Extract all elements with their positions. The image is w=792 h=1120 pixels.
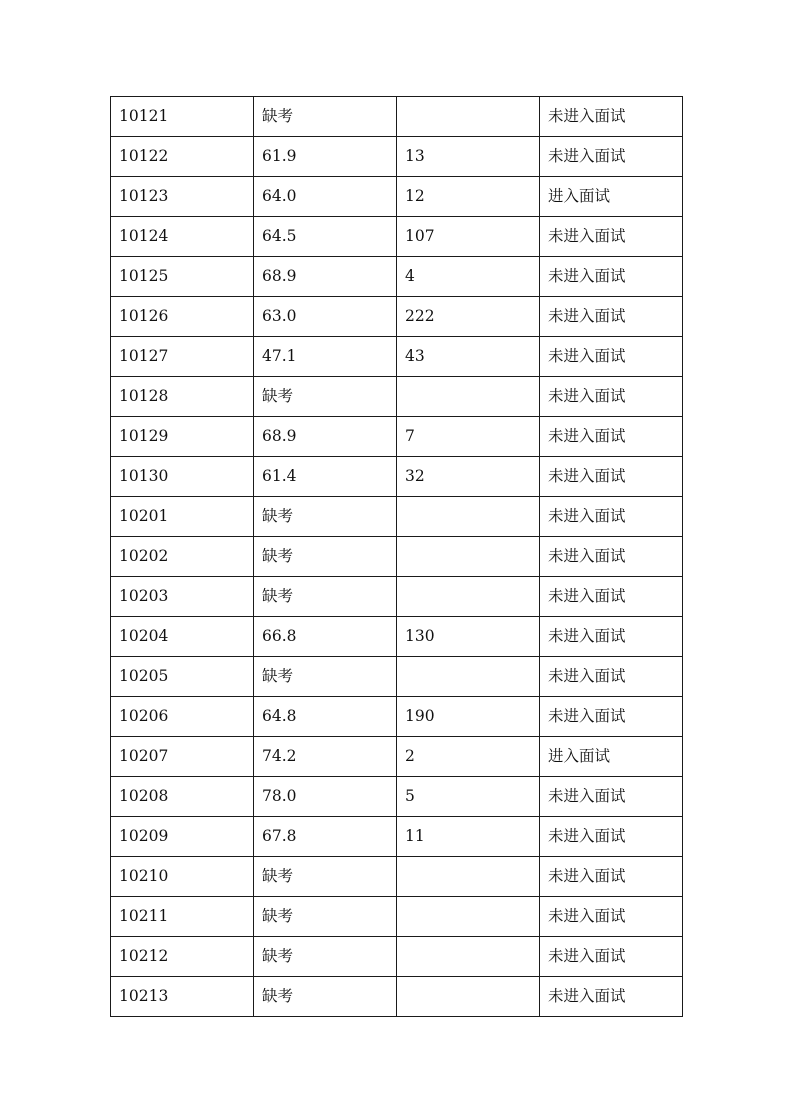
interview-result-cell: 未进入面试 <box>540 137 683 177</box>
interview-result-cell: 未进入面试 <box>540 377 683 417</box>
rank-cell: 11 <box>397 817 540 857</box>
score-cell: 66.8 <box>254 617 397 657</box>
interview-result-cell: 未进入面试 <box>540 697 683 737</box>
candidate-id-cell: 10209 <box>111 817 254 857</box>
table-row <box>111 857 683 897</box>
table-row <box>111 977 683 1017</box>
candidate-id-cell: 10206 <box>111 697 254 737</box>
interview-result-cell: 进入面试 <box>540 177 683 217</box>
score-cell: 缺考 <box>254 377 397 417</box>
candidate-id-cell: 10201 <box>111 497 254 537</box>
rank-cell <box>397 657 540 697</box>
interview-result-cell: 未进入面试 <box>540 657 683 697</box>
score-cell: 61.9 <box>254 137 397 177</box>
table-row <box>111 137 683 177</box>
interview-result-cell: 未进入面试 <box>540 617 683 657</box>
table-row <box>111 817 683 857</box>
interview-result-cell: 未进入面试 <box>540 897 683 937</box>
table-row <box>111 257 683 297</box>
rank-cell: 13 <box>397 137 540 177</box>
table-row <box>111 497 683 537</box>
interview-result-cell: 未进入面试 <box>540 577 683 617</box>
rank-cell: 32 <box>397 457 540 497</box>
rank-cell <box>397 97 540 137</box>
candidate-id-cell: 10125 <box>111 257 254 297</box>
table-row <box>111 457 683 497</box>
interview-result-cell: 未进入面试 <box>540 457 683 497</box>
score-cell: 缺考 <box>254 497 397 537</box>
score-cell: 缺考 <box>254 937 397 977</box>
table-row <box>111 97 683 137</box>
score-cell: 74.2 <box>254 737 397 777</box>
table-row <box>111 617 683 657</box>
candidate-id-cell: 10211 <box>111 897 254 937</box>
rank-cell <box>397 537 540 577</box>
rank-cell: 5 <box>397 777 540 817</box>
rank-cell <box>397 377 540 417</box>
table-row <box>111 777 683 817</box>
interview-result-cell: 未进入面试 <box>540 417 683 457</box>
interview-result-cell: 未进入面试 <box>540 337 683 377</box>
score-cell: 缺考 <box>254 977 397 1017</box>
candidate-id-cell: 10202 <box>111 537 254 577</box>
rank-cell: 107 <box>397 217 540 257</box>
interview-result-cell: 未进入面试 <box>540 97 683 137</box>
table-row <box>111 337 683 377</box>
table-row <box>111 377 683 417</box>
interview-result-cell: 未进入面试 <box>540 297 683 337</box>
interview-result-cell: 进入面试 <box>540 737 683 777</box>
table-row <box>111 577 683 617</box>
rank-cell: 190 <box>397 697 540 737</box>
score-cell: 缺考 <box>254 857 397 897</box>
interview-result-cell: 未进入面试 <box>540 937 683 977</box>
interview-result-cell: 未进入面试 <box>540 857 683 897</box>
rank-cell <box>397 937 540 977</box>
score-cell: 67.8 <box>254 817 397 857</box>
results-table <box>110 96 683 1017</box>
table-row <box>111 697 683 737</box>
table-row <box>111 897 683 937</box>
score-cell: 47.1 <box>254 337 397 377</box>
score-cell: 缺考 <box>254 657 397 697</box>
rank-cell: 4 <box>397 257 540 297</box>
table-row <box>111 737 683 777</box>
score-cell: 78.0 <box>254 777 397 817</box>
candidate-id-cell: 10123 <box>111 177 254 217</box>
rank-cell: 7 <box>397 417 540 457</box>
candidate-id-cell: 10124 <box>111 217 254 257</box>
table-row <box>111 177 683 217</box>
score-cell: 64.8 <box>254 697 397 737</box>
candidate-id-cell: 10207 <box>111 737 254 777</box>
table-row <box>111 657 683 697</box>
score-cell: 缺考 <box>254 97 397 137</box>
interview-result-cell: 未进入面试 <box>540 777 683 817</box>
score-cell: 64.5 <box>254 217 397 257</box>
interview-result-cell: 未进入面试 <box>540 817 683 857</box>
score-cell: 63.0 <box>254 297 397 337</box>
candidate-id-cell: 10130 <box>111 457 254 497</box>
score-cell: 61.4 <box>254 457 397 497</box>
candidate-id-cell: 10122 <box>111 137 254 177</box>
table-row <box>111 937 683 977</box>
rank-cell: 130 <box>397 617 540 657</box>
candidate-id-cell: 10205 <box>111 657 254 697</box>
candidate-id-cell: 10204 <box>111 617 254 657</box>
rank-cell <box>397 577 540 617</box>
interview-result-cell: 未进入面试 <box>540 497 683 537</box>
interview-result-cell: 未进入面试 <box>540 257 683 297</box>
score-cell: 缺考 <box>254 577 397 617</box>
score-cell: 64.0 <box>254 177 397 217</box>
interview-result-cell: 未进入面试 <box>540 977 683 1017</box>
candidate-id-cell: 10129 <box>111 417 254 457</box>
score-cell: 缺考 <box>254 537 397 577</box>
candidate-id-cell: 10127 <box>111 337 254 377</box>
interview-result-cell: 未进入面试 <box>540 217 683 257</box>
rank-cell: 2 <box>397 737 540 777</box>
rank-cell <box>397 497 540 537</box>
rank-cell: 43 <box>397 337 540 377</box>
candidate-id-cell: 10126 <box>111 297 254 337</box>
candidate-id-cell: 10208 <box>111 777 254 817</box>
table-row <box>111 297 683 337</box>
table-row <box>111 217 683 257</box>
results-table-body <box>111 97 683 1017</box>
candidate-id-cell: 10212 <box>111 937 254 977</box>
candidate-id-cell: 10213 <box>111 977 254 1017</box>
interview-result-cell: 未进入面试 <box>540 537 683 577</box>
table-row <box>111 537 683 577</box>
score-cell: 缺考 <box>254 897 397 937</box>
rank-cell <box>397 977 540 1017</box>
table-row <box>111 417 683 457</box>
rank-cell <box>397 897 540 937</box>
candidate-id-cell: 10210 <box>111 857 254 897</box>
candidate-id-cell: 10121 <box>111 97 254 137</box>
candidate-id-cell: 10128 <box>111 377 254 417</box>
score-cell: 68.9 <box>254 257 397 297</box>
score-cell: 68.9 <box>254 417 397 457</box>
rank-cell: 12 <box>397 177 540 217</box>
candidate-id-cell: 10203 <box>111 577 254 617</box>
rank-cell: 222 <box>397 297 540 337</box>
rank-cell <box>397 857 540 897</box>
